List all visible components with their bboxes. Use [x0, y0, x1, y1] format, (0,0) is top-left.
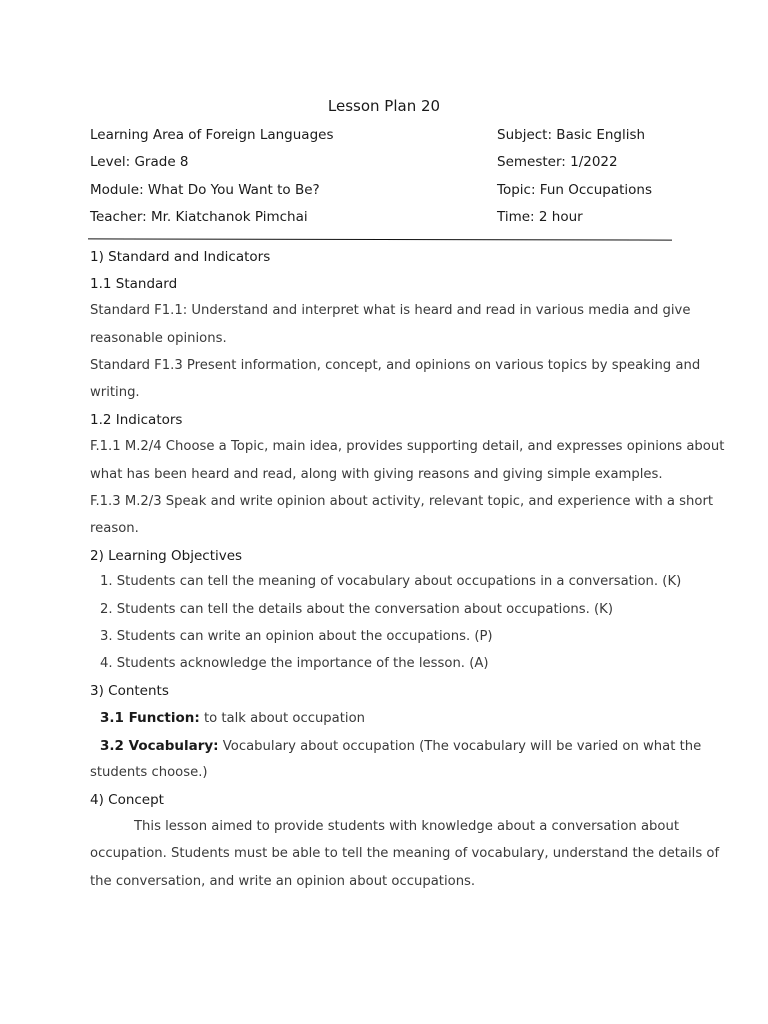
teacher: Teacher: Mr. Kiatchanok Pimchai: [90, 209, 308, 225]
objective-item: 2. Students can tell the details about the conversation about occupations. (K): [100, 602, 613, 617]
header-row: [90, 127, 690, 147]
objective-item: 1. Students can tell the meaning of vocabulary about occupations in a conversation. (K): [100, 574, 682, 589]
objective-item: 4. Students acknowledge the importance of the lesson. (A): [100, 656, 489, 671]
subheading-standard: 1.1 Standard: [90, 276, 178, 292]
indicator-1-line2: what has been heard and read, along with giving reasons and giving simple examples.: [90, 467, 663, 482]
standard-f1-1-line1: Standard F1.1: Understand and interpret what is heard and read in various media and give: [90, 303, 691, 318]
learning-area: Learning Area of Foreign Languages: [90, 127, 334, 143]
header-row: [90, 209, 690, 229]
concept-paragraph-line2: occupation. Students must be able to tell the meaning of vocabulary, understand the details of: [90, 846, 720, 861]
vocabulary-label: 3.2 Vocabulary:: [100, 738, 219, 754]
semester: Semester: 1/2022: [497, 154, 618, 170]
module: Module: What Do You Want to Be?: [90, 182, 320, 198]
section-heading-standards: 1) Standard and Indicators: [90, 249, 271, 265]
standard-f1-3-line1: Standard F1.3 Present information, concept, and opinions on various topics by speaking and: [90, 358, 701, 373]
level: Level: Grade 8: [90, 154, 189, 170]
standard-f1-1-line2: reasonable opinions.: [90, 331, 227, 346]
standard-f1-3-line2: writing.: [90, 385, 140, 400]
objective-item: 3. Students can write an opinion about the occupations. (P): [100, 629, 493, 644]
topic: Topic: Fun Occupations: [497, 182, 652, 198]
header-divider: [88, 238, 672, 240]
header-row: [90, 154, 690, 174]
function-text: to talk about occupation: [199, 711, 366, 726]
content-vocabulary: [100, 738, 701, 754]
section-heading-concept: 4) Concept: [90, 792, 164, 808]
indicator-2-line1: F.1.3 M.2/3 Speak and write opinion about activity, relevant topic, and experience with a short: [90, 494, 714, 509]
vocabulary-text-cont: students choose.): [90, 765, 208, 780]
section-heading-contents: 3) Contents: [90, 683, 169, 699]
vocabulary-text: Vocabulary about occupation (The vocabulary will be varied on what the: [218, 739, 702, 754]
indicator-2-line2: reason.: [90, 521, 139, 536]
subheading-indicators: 1.2 Indicators: [90, 412, 183, 428]
page-title: Lesson Plan 20: [327, 97, 441, 115]
header-row: [90, 182, 690, 202]
subject: Subject: Basic English: [497, 127, 646, 143]
concept-paragraph-line1: This lesson aimed to provide students with knowledge about a conversation about: [134, 819, 679, 834]
section-heading-objectives: 2) Learning Objectives: [90, 548, 243, 564]
indicator-1-line1: F.1.1 M.2/4 Choose a Topic, main idea, provides supporting detail, and expresses opinions about: [90, 439, 725, 454]
concept-paragraph-line3: the conversation, and write an opinion about occupations.: [90, 874, 476, 889]
function-label: 3.1 Function:: [100, 710, 200, 726]
content-function: [100, 710, 365, 726]
time: Time: 2 hour: [497, 209, 583, 225]
